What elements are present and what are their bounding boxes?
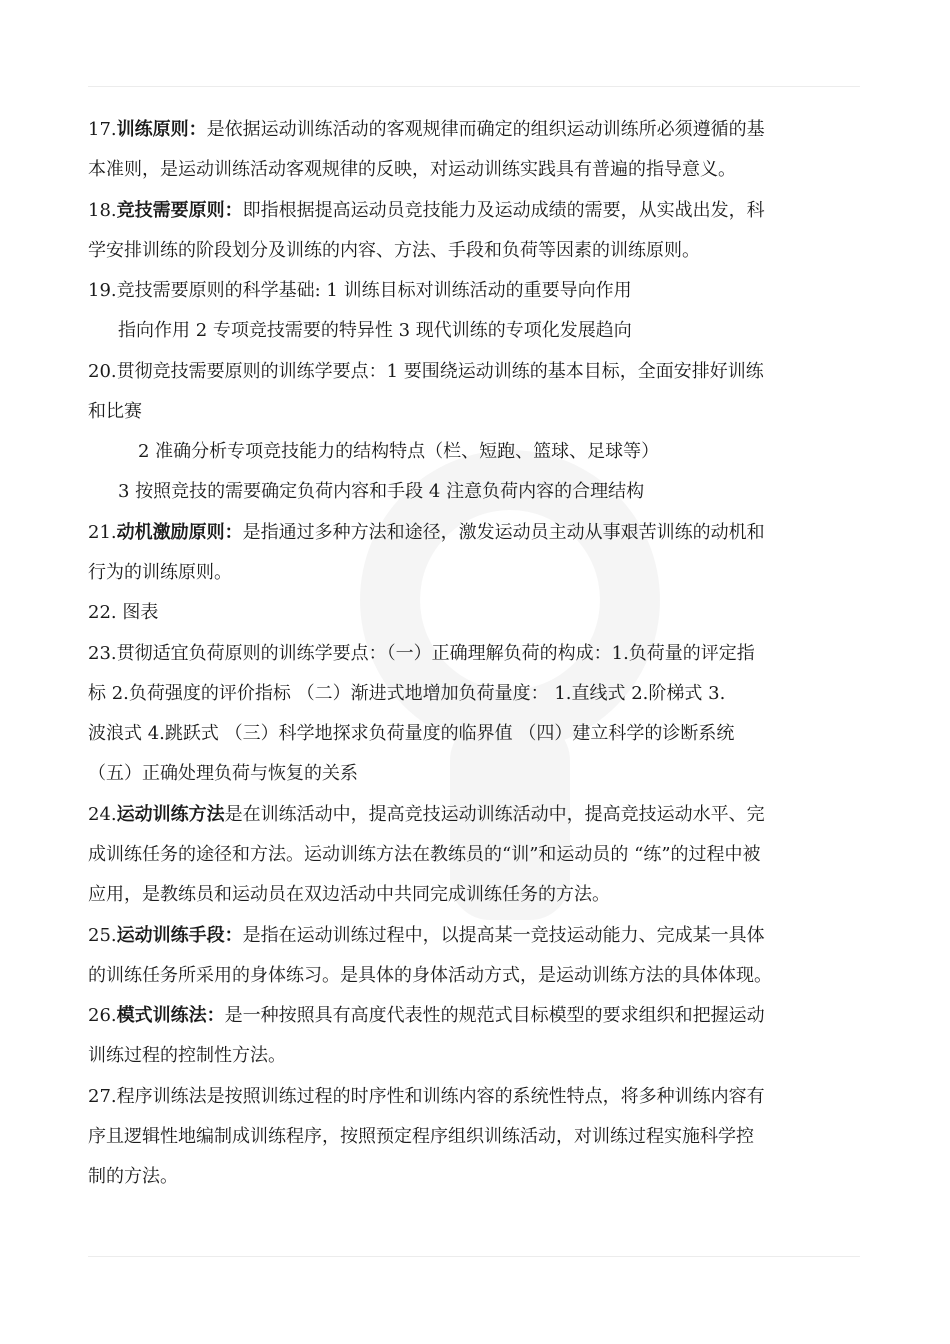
text-line xyxy=(88,1084,765,1110)
text-line xyxy=(88,117,765,143)
text-run: 本准则，是运动训练活动客观规律的反映，对运动训练实践具有普遍的指导意义。 xyxy=(88,159,736,180)
text-line xyxy=(88,963,772,989)
text-run: （五）正确处理负荷与恢复的关系 xyxy=(88,763,358,784)
text-line xyxy=(88,359,764,385)
text-line xyxy=(88,1003,765,1029)
text-run: 是指在运动训练过程中，以提高某一竞技运动能力、完成某一具体 xyxy=(242,925,765,946)
text-run: 的训练任务所采用的身体练习。是具体的身体活动方式，是运动训练方法的具体体现。 xyxy=(88,965,772,986)
text-run: 序且逻辑性地编制成训练程序，按照预定程序组织训练活动，对训练过程实施科学控 xyxy=(88,1126,754,1147)
text-line xyxy=(88,721,734,747)
text-run: 27.程序训练法是按照训练过程的时序性和训练内容的系统性特点，将多种训练内容有 xyxy=(88,1086,765,1107)
text-line xyxy=(88,238,700,264)
term-bold: 模式训练法： xyxy=(116,1005,225,1026)
header-rule xyxy=(88,86,860,87)
text-run: 20.贯彻竞技需要原则的训练学要点：1 要围绕运动训练的基本目标，全面安排好训练 xyxy=(88,361,764,382)
text-line xyxy=(88,802,765,828)
text-line xyxy=(118,479,644,505)
text-run: 训练过程的控制性方法。 xyxy=(88,1045,286,1066)
text-line xyxy=(88,923,765,949)
text-run: 标 2.负荷强度的评价指标 （二）渐进式地增加负荷量度： 1.直线式 2.阶梯式 3. xyxy=(88,683,726,704)
text-run: 波浪式 4.跳跃式 （三）科学地探求负荷量度的临界值 （四）建立科学的诊断系统 xyxy=(88,723,735,744)
text-line xyxy=(88,157,736,183)
text-run: 成训练任务的途径和方法。运动训练方法在教练员的“训”和运动员的 “练”的过程中被 xyxy=(88,844,761,865)
text-line xyxy=(88,882,610,908)
text-run: 25. xyxy=(88,925,117,946)
text-line xyxy=(88,600,158,626)
text-run: 是在训练活动中，提高竞技运动训练活动中，提高竞技运动水平、完 xyxy=(224,804,765,825)
term-bold: 运动训练手段： xyxy=(116,925,243,946)
text-run: 21. xyxy=(88,522,117,543)
text-line xyxy=(88,842,761,868)
text-line xyxy=(88,1043,286,1069)
text-run: 行为的训练原则。 xyxy=(88,562,232,583)
text-line xyxy=(88,198,765,224)
text-run: 17. xyxy=(88,119,117,140)
text-run: 2 准确分析专项竞技能力的结构特点（栏、短跑、篮球、足球等） xyxy=(138,441,660,462)
text-line xyxy=(88,681,725,707)
text-run: 18. xyxy=(88,200,117,221)
text-line xyxy=(118,318,632,344)
text-run: 19.竞技需要原则的科学基础: 1 训练目标对训练活动的重要导向作用 xyxy=(88,280,632,301)
text-run: 24. xyxy=(88,804,117,825)
text-line xyxy=(138,439,659,465)
text-run: 23.贯彻适宜负荷原则的训练学要点：（一）正确理解负荷的构成：1.负荷量的评定指 xyxy=(88,643,755,664)
term-bold: 动机激励原则： xyxy=(116,522,243,543)
text-run: 和比赛 xyxy=(88,401,142,422)
text-line xyxy=(88,1124,754,1150)
text-run: 应用，是教练员和运动员在双边活动中共同完成训练任务的方法。 xyxy=(88,884,610,905)
text-run: 学安排训练的阶段划分及训练的内容、方法、手段和负荷等因素的训练原则。 xyxy=(88,240,700,261)
text-run: 即指根据提高运动员竞技能力及运动成绩的需要，从实战出发，科 xyxy=(242,200,765,221)
text-run: 制的方法。 xyxy=(88,1166,178,1187)
text-run: 3 按照竞技的需要确定负荷内容和手段 4 注意负荷内容的合理结构 xyxy=(118,481,645,502)
text-line xyxy=(88,641,755,667)
text-line xyxy=(88,278,632,304)
text-line xyxy=(88,520,765,546)
text-run: 是依据运动训练活动的客观规律而确定的组织运动训练所必须遵循的基 xyxy=(206,119,765,140)
text-line xyxy=(88,560,232,586)
term-bold: 竞技需要原则： xyxy=(116,200,243,221)
text-run: 22. 图表 xyxy=(88,602,159,623)
text-line xyxy=(88,399,142,425)
text-run: 26. xyxy=(88,1005,117,1026)
text-run: 是指通过多种方法和途径，激发运动员主动从事艰苦训练的动机和 xyxy=(242,522,765,543)
footer-rule xyxy=(88,1256,860,1257)
text-run: 指向作用 2 专项竞技需要的特异性 3 现代训练的专项化发展趋向 xyxy=(118,320,632,341)
text-line xyxy=(88,761,358,787)
text-line xyxy=(88,1164,178,1190)
term-bold: 运动训练方法 xyxy=(116,804,225,825)
text-run: 是一种按照具有高度代表性的规范式目标模型的要求组织和把握运动 xyxy=(224,1005,765,1026)
term-bold: 训练原则： xyxy=(116,119,207,140)
